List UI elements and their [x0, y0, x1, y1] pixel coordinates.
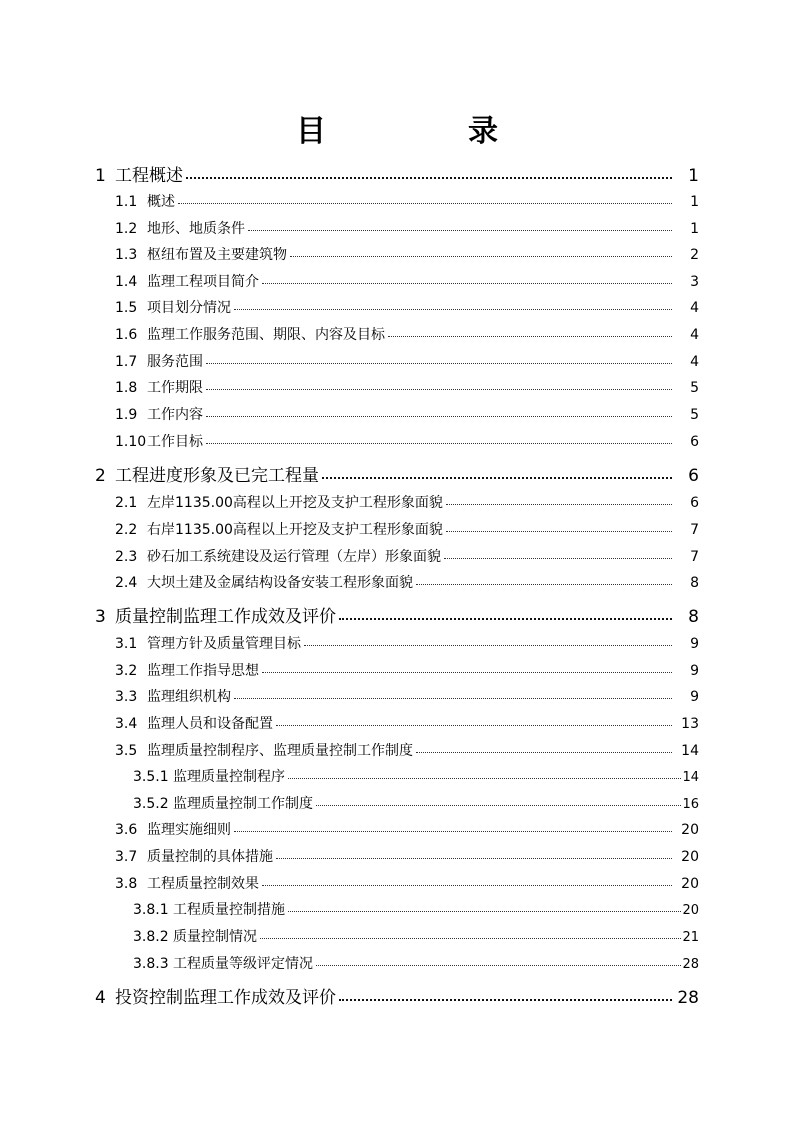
toc-entry-number: 3.1	[115, 636, 138, 652]
toc-entry-title: 工作期限	[147, 380, 203, 396]
toc-entry-page-number: 7	[690, 549, 699, 565]
toc-entry[interactable]	[115, 350, 699, 374]
toc-dot-leader	[262, 876, 672, 888]
toc-entry[interactable]	[133, 765, 699, 789]
toc-entry[interactable]	[115, 739, 699, 763]
toc-dot-leader	[446, 495, 672, 507]
toc-entry-number: 1.2	[115, 221, 138, 237]
toc-entry-title: 监理质量控制程序	[173, 769, 285, 785]
toc-entry-title: 监理实施细则	[147, 822, 231, 838]
toc-entry[interactable]	[115, 296, 699, 320]
toc-dot-leader	[206, 380, 672, 392]
toc-entry-number: 2.2	[115, 522, 138, 538]
toc-entry-title: 质量控制监理工作成效及评价	[115, 607, 336, 627]
toc-entry[interactable]	[133, 952, 699, 976]
toc-entry-page-number: 1	[690, 194, 699, 210]
toc-entry-number: 2.1	[115, 495, 138, 511]
toc-dot-leader	[304, 636, 672, 648]
toc-entry-number: 3.3	[115, 689, 138, 705]
toc-entry[interactable]	[115, 270, 699, 294]
toc-entry-page-number: 21	[682, 930, 699, 945]
toc-entry-title: 工程质量控制效果	[147, 876, 259, 892]
toc-dot-leader	[178, 194, 672, 206]
toc-dot-leader	[288, 902, 681, 914]
toc-dot-leader	[234, 689, 672, 701]
toc-entry-title: 服务范围	[147, 354, 203, 370]
toc-entry-number: 3.5	[115, 743, 138, 759]
toc-entry-number: 2	[95, 466, 106, 486]
toc-dot-leader	[260, 929, 681, 941]
toc-entry[interactable]	[115, 845, 699, 869]
toc-entry-page-number: 5	[690, 407, 699, 423]
toc-entry-page-number: 20	[681, 822, 699, 838]
toc-entry[interactable]	[115, 243, 699, 267]
toc-entry-page-number: 4	[690, 300, 699, 316]
toc-dot-leader	[290, 247, 672, 259]
toc-entry[interactable]	[115, 571, 699, 595]
toc-entry-title: 监理工程项目简介	[147, 274, 259, 290]
toc-entry-number: 1.10	[115, 434, 147, 450]
toc-entry-title: 工程质量等级评定情况	[173, 956, 313, 972]
toc-entry-title: 投资控制监理工作成效及评价	[115, 988, 336, 1008]
toc-dot-leader	[316, 796, 681, 808]
toc-entry-page-number: 1	[688, 166, 699, 186]
toc-entry-title: 项目划分情况	[147, 300, 231, 316]
toc-dot-leader	[416, 575, 672, 587]
toc-entry-number: 3.4	[115, 716, 138, 732]
toc-entry[interactable]	[115, 403, 699, 427]
toc-entry[interactable]	[115, 818, 699, 842]
toc-dot-leader	[234, 822, 672, 834]
toc-entry[interactable]	[133, 925, 699, 949]
toc-entry-page-number: 6	[688, 466, 699, 486]
toc-entry-number: 1	[95, 166, 106, 186]
toc-entry[interactable]	[115, 518, 699, 542]
toc-entry-page-number: 1	[690, 221, 699, 237]
toc-entry-page-number: 9	[690, 636, 699, 652]
toc-entry-title: 概述	[147, 194, 175, 210]
page-title: 目 录	[296, 114, 554, 149]
toc-entry-page-number: 28	[682, 957, 699, 972]
toc-entry-page-number: 4	[690, 327, 699, 343]
toc-entry[interactable]	[115, 376, 699, 400]
toc-entry[interactable]	[115, 217, 699, 241]
toc-entry-page-number: 20	[682, 903, 699, 918]
toc-dot-leader	[186, 169, 672, 181]
toc-entry-page-number: 8	[690, 575, 699, 591]
toc-entry-title: 砂石加工系统建设及运行管理（左岸）形象面貌	[147, 549, 441, 565]
toc-entry-title: 工作目标	[147, 434, 203, 450]
toc-entry-title: 枢纽布置及主要建筑物	[147, 247, 287, 263]
toc-entry[interactable]	[95, 986, 699, 1010]
toc-entry-page-number: 3	[690, 274, 699, 290]
toc-entry-page-number: 8	[688, 607, 699, 627]
toc-dot-leader	[446, 522, 672, 534]
toc-dot-leader	[388, 327, 672, 339]
toc-entry[interactable]	[115, 685, 699, 709]
toc-entry-title: 左岸1135.00高程以上开挖及支护工程形象面貌	[147, 495, 443, 511]
toc-entry-page-number: 9	[690, 689, 699, 705]
toc-entry-page-number: 4	[690, 354, 699, 370]
toc-dot-leader	[316, 956, 681, 968]
toc-entry-number: 3	[95, 607, 106, 627]
toc-dot-leader	[288, 769, 681, 781]
toc-entry-title: 质量控制的具体措施	[147, 849, 273, 865]
toc-entry-number: 3.8.1	[133, 902, 169, 918]
toc-entry-page-number: 28	[677, 988, 699, 1008]
toc-entry-number: 3.8.2	[133, 929, 169, 945]
toc-dot-leader	[339, 991, 672, 1003]
toc-entry-number: 2.3	[115, 549, 138, 565]
toc-entry[interactable]	[115, 323, 699, 347]
toc-entry-number: 1.3	[115, 247, 138, 263]
toc-entry-title: 右岸1135.00高程以上开挖及支护工程形象面貌	[147, 522, 443, 538]
toc-dot-leader	[416, 743, 672, 755]
toc-dot-leader	[276, 716, 672, 728]
toc-entry[interactable]	[115, 712, 699, 736]
toc-entry-number: 1.8	[115, 380, 138, 396]
toc-entry[interactable]	[95, 464, 699, 488]
toc-entry-title: 监理组织机构	[147, 689, 231, 705]
toc-entry-page-number: 6	[690, 434, 699, 450]
toc-entry-title: 工程进度形象及已完工程量	[115, 466, 319, 486]
toc-entry-page-number: 20	[681, 876, 699, 892]
toc-entry-title: 大坝土建及金属结构设备安装工程形象面貌	[147, 575, 413, 591]
toc-entry-number: 3.7	[115, 849, 138, 865]
toc-entry-page-number: 14	[681, 743, 699, 759]
toc-entry-title: 工程质量控制措施	[173, 902, 285, 918]
toc-entry[interactable]	[133, 898, 699, 922]
toc-entry-title: 工程概述	[115, 166, 183, 186]
toc-dot-leader	[206, 407, 672, 419]
toc-entry-number: 3.2	[115, 663, 138, 679]
toc-entry-number: 4	[95, 988, 106, 1008]
toc-entry-number: 1.9	[115, 407, 138, 423]
toc-dot-leader	[444, 549, 672, 561]
toc-entry[interactable]	[115, 545, 699, 569]
toc-entry-title: 监理人员和设备配置	[147, 716, 273, 732]
toc-entry-number: 1.4	[115, 274, 138, 290]
toc-entry-page-number: 16	[682, 797, 699, 812]
toc-entry-page-number: 9	[690, 663, 699, 679]
toc-entry[interactable]	[133, 792, 699, 816]
toc-dot-leader	[322, 469, 672, 481]
toc-entry-number: 3.8.3	[133, 956, 169, 972]
toc-entry-number: 1.5	[115, 300, 138, 316]
toc-entry-number: 2.4	[115, 575, 138, 591]
toc-entry-number: 3.8	[115, 876, 138, 892]
toc-entry-title: 工作内容	[147, 407, 203, 423]
toc-dot-leader	[262, 663, 672, 675]
toc-entry-title: 管理方针及质量管理目标	[147, 636, 301, 652]
toc-entry[interactable]	[115, 190, 699, 214]
toc-entry-page-number: 6	[690, 495, 699, 511]
toc-entry-number: 1.1	[115, 194, 138, 210]
toc-entry-page-number: 13	[681, 716, 699, 732]
toc-entry-title: 监理工作服务范围、期限、内容及目标	[147, 327, 385, 343]
toc-entry-title: 监理质量控制工作制度	[173, 796, 313, 812]
toc-entry[interactable]	[115, 659, 699, 683]
toc-entry[interactable]	[95, 605, 699, 629]
toc-dot-leader	[276, 849, 672, 861]
toc-entry-page-number: 14	[682, 770, 699, 785]
toc-dot-leader	[206, 434, 672, 446]
toc-entry-number: 1.7	[115, 354, 138, 370]
toc-dot-leader	[339, 610, 672, 622]
toc-entry[interactable]	[115, 632, 699, 656]
toc-dot-leader	[262, 274, 672, 286]
toc-entry-title: 监理工作指导思想	[147, 663, 259, 679]
toc-entry[interactable]	[115, 872, 699, 896]
toc-entry-number: 1.6	[115, 327, 138, 343]
toc-entry[interactable]	[115, 491, 699, 515]
toc-entry-page-number: 7	[690, 522, 699, 538]
toc-entry-page-number: 2	[690, 247, 699, 263]
toc-entry-title: 地形、地质条件	[147, 221, 245, 237]
toc-entry-number: 3.5.2	[133, 796, 169, 812]
toc-entry-page-number: 20	[681, 849, 699, 865]
toc-entry-title: 监理质量控制程序、监理质量控制工作制度	[147, 743, 413, 759]
toc-entry[interactable]	[115, 430, 699, 454]
toc-dot-leader	[234, 300, 672, 312]
toc-entry-number: 3.5.1	[133, 769, 169, 785]
toc-entry-page-number: 5	[690, 380, 699, 396]
toc-entry-number: 3.6	[115, 822, 138, 838]
toc-entry[interactable]	[95, 164, 699, 188]
toc-dot-leader	[206, 354, 672, 366]
toc-dot-leader	[248, 221, 672, 233]
toc-entry-title: 质量控制情况	[173, 929, 257, 945]
